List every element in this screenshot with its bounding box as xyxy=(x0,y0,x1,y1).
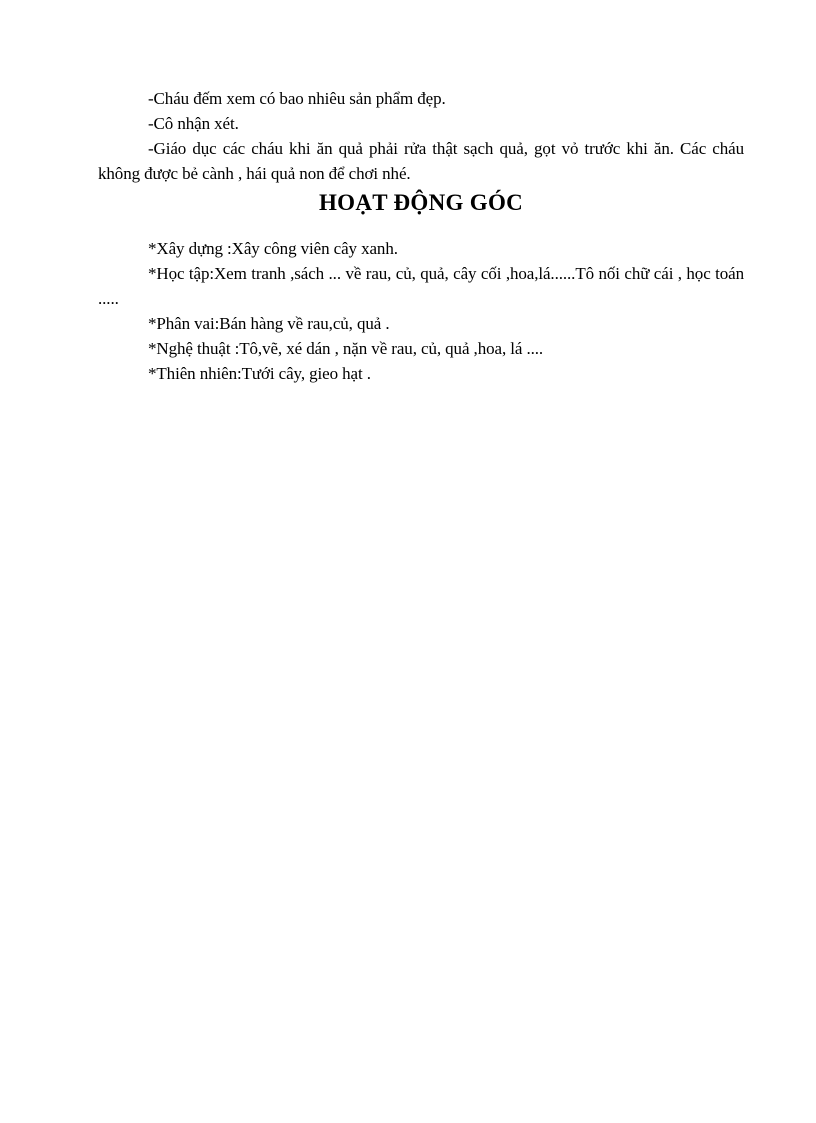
paragraph-nature: *Thiên nhiên:Tưới cây, gieo hạt . xyxy=(148,364,371,383)
paragraph-count-products: -Cháu đếm xem có bao nhiêu sản phẩm đẹp. xyxy=(148,89,446,108)
document-page xyxy=(98,86,744,386)
paragraph-teacher-comment: -Cô nhận xét. xyxy=(148,114,239,133)
paragraph-art: *Nghệ thuật :Tô,vẽ, xé dán , nặn về rau, củ, quả ,hoa, lá .... xyxy=(148,339,544,358)
section-heading: HOẠT ĐỘNG GÓC xyxy=(318,190,524,215)
paragraph-learning: *Học tập:Xem tranh ,sách ... về rau, củ, quả, cây cối ,hoa,lá......Tô nối chữ cái , học toán ..... xyxy=(98,264,744,308)
paragraph-construction: *Xây dựng :Xây công viên cây xanh. xyxy=(148,239,398,258)
spacer xyxy=(98,218,744,236)
paragraph-role-play: *Phân vai:Bán hàng về rau,củ, quả . xyxy=(148,314,390,333)
paragraph-education: -Giáo dục các cháu khi ăn quả phải rửa thật sạch quả, gọt vỏ trước khi ăn. Các cháu không được bẻ cành , hái quả non để chơi nhé. xyxy=(98,139,744,183)
